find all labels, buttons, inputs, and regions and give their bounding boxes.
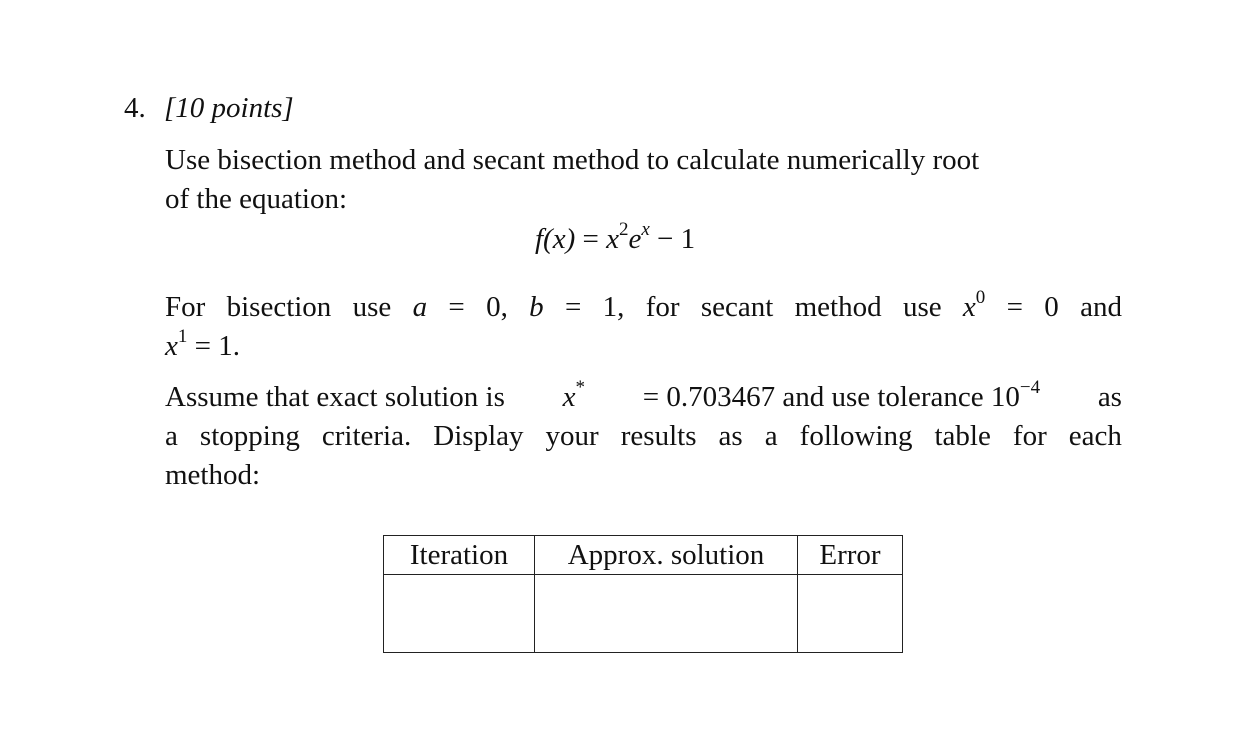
tolerance-exponent: −4	[1019, 377, 1041, 398]
var-x0	[963, 288, 985, 327]
cell-error	[798, 575, 903, 653]
var-a: a	[412, 291, 428, 323]
xstar-base: x	[562, 381, 576, 413]
word: For	[165, 291, 206, 323]
bounds-line-2	[165, 327, 1122, 366]
value-a: 0,	[486, 291, 508, 323]
equation-e: e	[628, 223, 642, 255]
x1-sup: 1	[177, 326, 188, 347]
tolerance-value	[643, 378, 1040, 417]
tolerance-line-2	[165, 417, 1122, 456]
bounds-line-1	[165, 288, 1122, 327]
word: secant	[700, 291, 774, 323]
x1-base: x	[165, 330, 178, 362]
x0-sup: 0	[975, 287, 986, 308]
var-b: b	[529, 291, 544, 323]
equals: =	[564, 291, 582, 323]
intro-line-1: Use bisection method and secant method to calculate numerically root	[165, 144, 980, 176]
word: stopping	[199, 420, 300, 452]
problem-points: [10 points]	[164, 92, 294, 124]
results-table	[383, 535, 903, 653]
header-error: Error	[798, 536, 903, 575]
equals: =	[448, 291, 465, 323]
value-x1: = 1.	[194, 330, 240, 362]
word: results	[620, 420, 697, 452]
tolerance-line-1	[165, 378, 1122, 417]
equation-exp-x: x	[641, 219, 650, 240]
word: a	[764, 420, 778, 452]
word: for	[645, 291, 680, 323]
word: each	[1068, 420, 1122, 452]
equation-minus-one: − 1	[657, 223, 696, 255]
word: table	[934, 420, 991, 452]
header-approx-solution: Approx. solution	[535, 536, 798, 575]
equation-base: x	[606, 223, 619, 255]
text: Assume that exact solution is	[165, 381, 505, 413]
x0-base: x	[962, 291, 976, 323]
word: as	[718, 420, 743, 452]
cell-iteration	[384, 575, 535, 653]
equation	[535, 219, 695, 259]
value-b: 1,	[602, 291, 625, 323]
word: and	[1080, 291, 1122, 323]
problem-header	[124, 88, 1124, 128]
word: a	[165, 420, 178, 452]
xstar-sup: *	[575, 377, 585, 398]
table-header-row	[384, 536, 903, 575]
word: following	[799, 420, 913, 452]
intro-paragraph	[165, 141, 1122, 219]
word: Display	[433, 420, 524, 452]
word: method	[794, 291, 882, 323]
intro-line-2: of the equation:	[165, 183, 348, 215]
word: bisection	[226, 291, 332, 323]
word: criteria.	[321, 420, 412, 452]
equation-equals: =	[582, 223, 599, 255]
word: use	[902, 291, 942, 323]
equation-exp-two: 2	[618, 219, 629, 240]
header-iteration: Iteration	[384, 536, 535, 575]
value-x0: 0	[1044, 291, 1059, 323]
table-row	[384, 575, 903, 653]
word: for	[1012, 420, 1047, 452]
equation-lhs: f(x)	[535, 223, 576, 255]
word: your	[545, 420, 599, 452]
equals: =	[1006, 291, 1023, 323]
x-star	[563, 378, 585, 417]
word: as	[1097, 381, 1122, 413]
problem-number: 4.	[124, 92, 146, 124]
word: use	[352, 291, 392, 323]
tolerance-line-3: method:	[165, 459, 261, 491]
text: = 0.703467 and use tolerance 10	[642, 381, 1020, 413]
bounds-paragraph	[165, 288, 1122, 366]
cell-approx-solution	[535, 575, 798, 653]
tolerance-paragraph	[165, 378, 1122, 495]
